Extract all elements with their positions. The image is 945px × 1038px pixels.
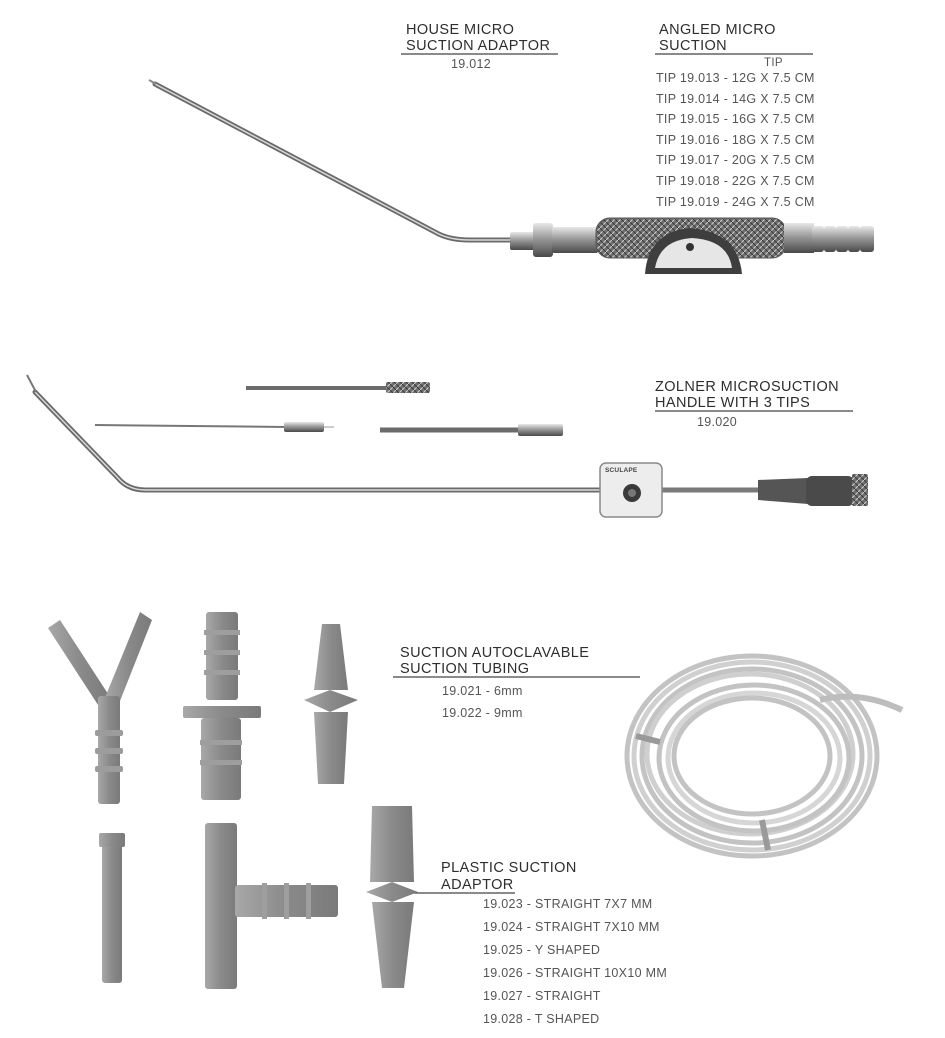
straight-10x10-adaptor bbox=[366, 806, 418, 988]
plastic-title-line2: ADAPTOR bbox=[441, 877, 514, 893]
zolner-title-line1: ZOLNER MICROSUCTION bbox=[655, 379, 840, 395]
house-title-line1: HOUSE MICRO bbox=[406, 22, 515, 38]
angled-title-line1: ANGLED MICRO bbox=[659, 22, 776, 38]
t-shaped-adaptor bbox=[205, 823, 338, 989]
y-shaped-adaptor bbox=[48, 612, 152, 804]
suction-tubing-coil bbox=[627, 656, 902, 856]
tubing-code-item: 19.021 - 6mm bbox=[442, 684, 523, 698]
angled-tip-item: TIP 19.016 - 18G X 7.5 CM bbox=[656, 132, 815, 147]
angled-tip-list bbox=[656, 68, 815, 212]
tubing-code-list bbox=[442, 680, 523, 724]
house-product-code: 19.012 bbox=[451, 57, 492, 71]
zolner-tip-middle bbox=[95, 422, 334, 432]
tubing-code-item: 19.022 - 9mm bbox=[442, 706, 523, 720]
zolner-title-line2: HANDLE WITH 3 TIPS bbox=[655, 395, 811, 411]
zolner-product-code: 19.020 bbox=[697, 415, 738, 429]
zolner-brand-mark: SCULAPE bbox=[605, 467, 638, 474]
plastic-code-list bbox=[483, 893, 667, 1031]
angled-title-line2: SUCTION bbox=[659, 38, 728, 54]
zolner-tip-top bbox=[246, 382, 430, 393]
angled-tip-item: TIP 19.013 - 12G X 7.5 CM bbox=[656, 71, 815, 85]
tubing-title-line2: SUCTION TUBING bbox=[400, 661, 530, 677]
tubing-title-line1: SUCTION AUTOCLAVABLE bbox=[400, 645, 590, 661]
plastic-code-item: 19.023 - STRAIGHT 7X7 MM bbox=[483, 897, 653, 911]
angled-tip-item: TIP 19.018 - 22G X 7.5 CM bbox=[656, 173, 815, 188]
plastic-code-item: 19.027 - STRAIGHT bbox=[483, 989, 601, 1003]
angled-tip-header: TIP bbox=[764, 57, 783, 69]
house-title-line2: SUCTION ADAPTOR bbox=[406, 38, 551, 54]
straight-7x7-adaptor bbox=[304, 624, 358, 784]
plastic-code-item: 19.024 - STRAIGHT 7X10 MM bbox=[483, 920, 660, 934]
plastic-title-line1: PLASTIC SUCTION bbox=[441, 860, 577, 876]
straight-adaptor bbox=[99, 833, 125, 983]
plastic-code-item: 19.026 - STRAIGHT 10X10 MM bbox=[483, 966, 668, 980]
plastic-code-item: 19.028 - T SHAPED bbox=[483, 1012, 600, 1026]
zolner-tip-right bbox=[380, 424, 563, 436]
angled-tip-item: TIP 19.019 - 24G X 7.5 CM bbox=[656, 194, 815, 209]
angled-tip-item: TIP 19.015 - 16G X 7.5 CM bbox=[656, 112, 815, 127]
plastic-code-item: 19.025 - Y SHAPED bbox=[483, 943, 601, 957]
angled-tip-item: TIP 19.014 - 14G X 7.5 CM bbox=[656, 91, 815, 106]
straight-7x10-adaptor bbox=[183, 612, 261, 800]
angled-tip-item: TIP 19.017 - 20G X 7.5 CM bbox=[656, 153, 815, 168]
